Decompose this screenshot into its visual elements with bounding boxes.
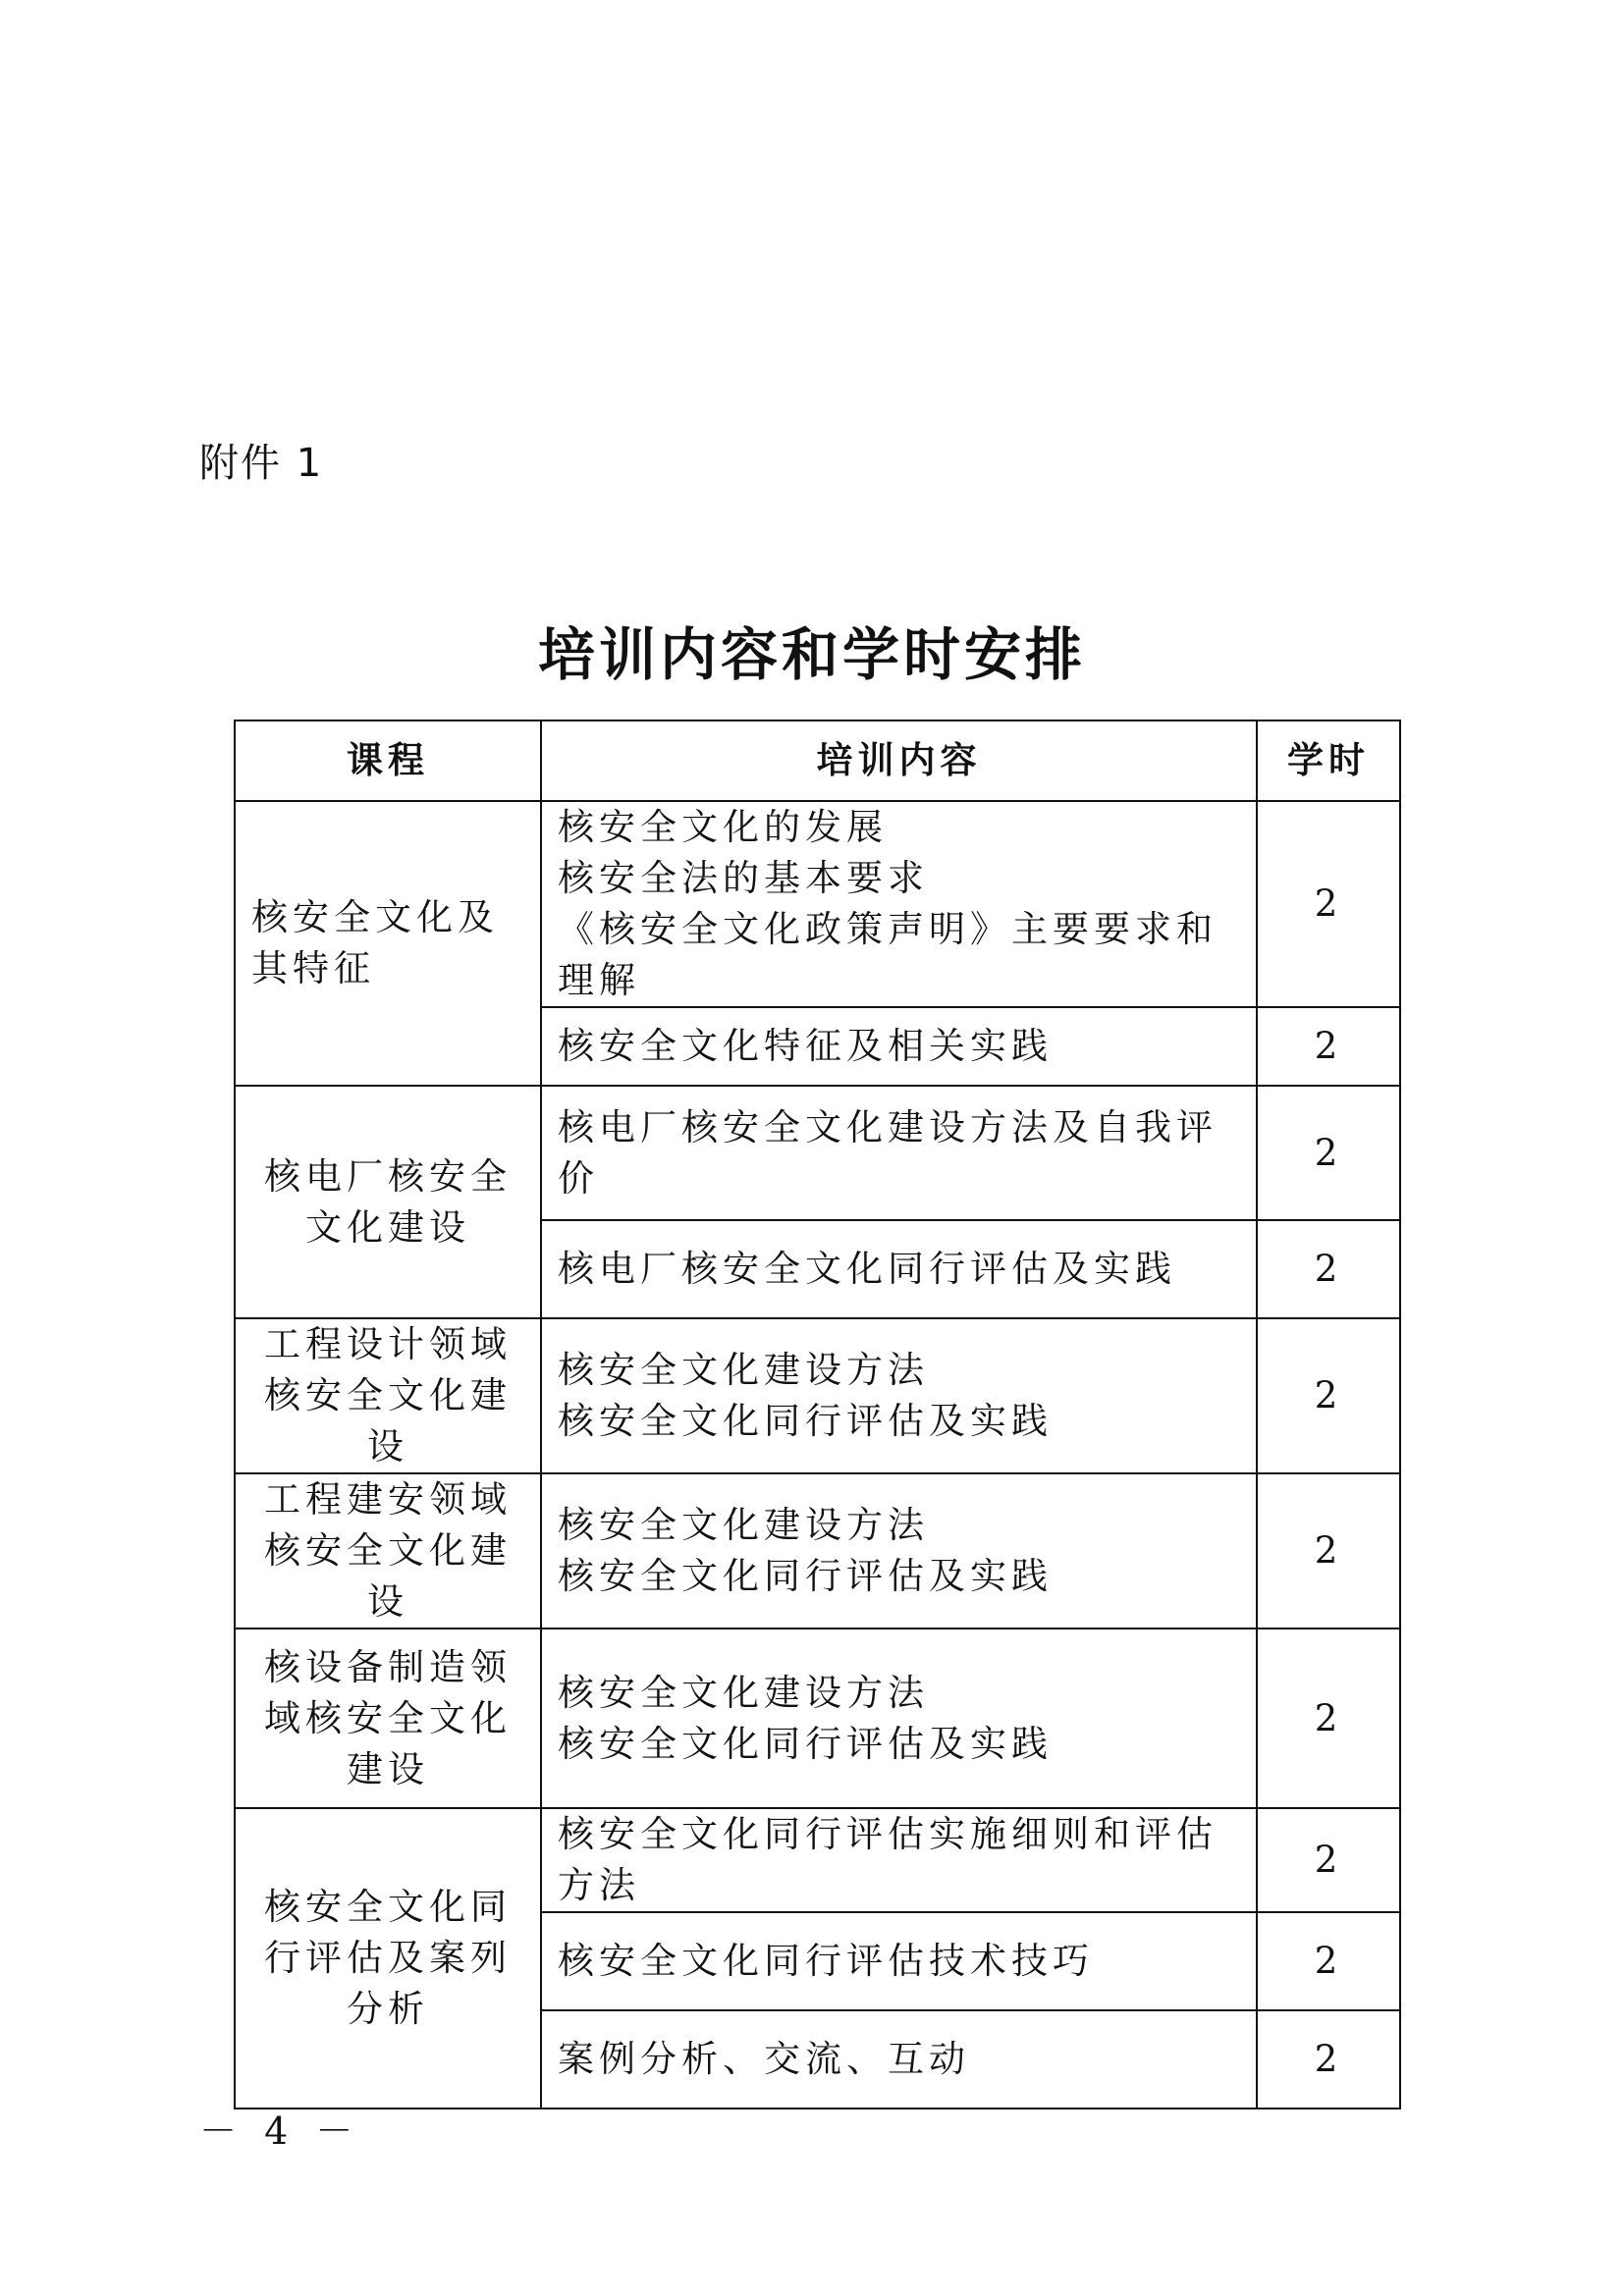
hours-cell: 2 [1257, 1318, 1400, 1473]
header-hours: 学时 [1257, 721, 1400, 801]
content-cell [541, 801, 1257, 1007]
course-cell: 核安全文化及其特征 [235, 801, 541, 1086]
content-line: 核安全文化的发展 [558, 806, 888, 848]
content-cell [541, 1007, 1257, 1086]
content-line: 核安全文化同行评估技术技巧 [558, 1940, 1094, 1982]
hours-cell: 2 [1257, 1912, 1400, 2010]
content-cell [541, 1086, 1257, 1220]
table-row [235, 1473, 1400, 1629]
table-row [235, 1808, 1400, 1912]
hours-cell: 2 [1257, 1007, 1400, 1086]
content-line: 核安全文化建设方法 [558, 1504, 929, 1546]
training-schedule-table [234, 720, 1401, 2109]
content-line: 核电厂核安全文化同行评估及实践 [558, 1248, 1176, 1290]
content-line: 核安全文化特征及相关实践 [558, 1025, 1053, 1067]
table-row [235, 1629, 1400, 1808]
table-row [235, 1318, 1400, 1473]
table-row [235, 801, 1400, 1007]
hours-cell: 2 [1257, 1220, 1400, 1318]
header-course: 课程 [235, 721, 541, 801]
content-line: 核安全文化同行评估及实践 [558, 1400, 1053, 1442]
content-line: 核安全文化同行评估及实践 [558, 1722, 1053, 1765]
course-cell: 核安全文化同行评估及案列分析 [235, 1808, 541, 2109]
hours-cell: 2 [1257, 1473, 1400, 1629]
hours-cell: 2 [1257, 1808, 1400, 1912]
content-line: 核安全文化建设方法 [558, 1349, 929, 1391]
content-cell [541, 2010, 1257, 2109]
hours-cell: 2 [1257, 801, 1400, 1007]
table-row [235, 1086, 1400, 1220]
hours-cell: 2 [1257, 1629, 1400, 1808]
content-line: 核安全文化同行评估实施细则和评估方法 [558, 1813, 1218, 1906]
course-cell: 工程建安领域核安全文化建设 [235, 1473, 541, 1629]
content-line: 案例分析、交流、互动 [558, 2038, 970, 2080]
hours-cell: 2 [1257, 2010, 1400, 2109]
content-line: 核安全文化建设方法 [558, 1671, 929, 1714]
content-line: 核安全法的基本要求 [558, 857, 929, 899]
content-line: 核电厂核安全文化建设方法及自我评价 [558, 1105, 1218, 1200]
content-cell [541, 1808, 1257, 1912]
content-cell [541, 1318, 1257, 1473]
table-header-row [235, 721, 1400, 801]
content-cell [541, 1912, 1257, 2010]
course-cell: 核设备制造领域核安全文化建设 [235, 1629, 541, 1808]
content-line: 核安全文化同行评估及实践 [558, 1555, 1053, 1597]
content-cell [541, 1220, 1257, 1318]
attachment-label: 附件 1 [199, 441, 324, 486]
document-title: 培训内容和学时安排 [537, 621, 1086, 688]
course-cell: 工程设计领域核安全文化建设 [235, 1318, 541, 1473]
content-cell [541, 1473, 1257, 1629]
content-cell [541, 1629, 1257, 1808]
hours-cell: 2 [1257, 1086, 1400, 1220]
content-line: 《核安全文化政策声明》主要要求和理解 [558, 908, 1218, 1001]
page-number: － 4 － [199, 2109, 361, 2153]
header-content: 培训内容 [541, 721, 1257, 801]
course-cell: 核电厂核安全文化建设 [235, 1086, 541, 1318]
